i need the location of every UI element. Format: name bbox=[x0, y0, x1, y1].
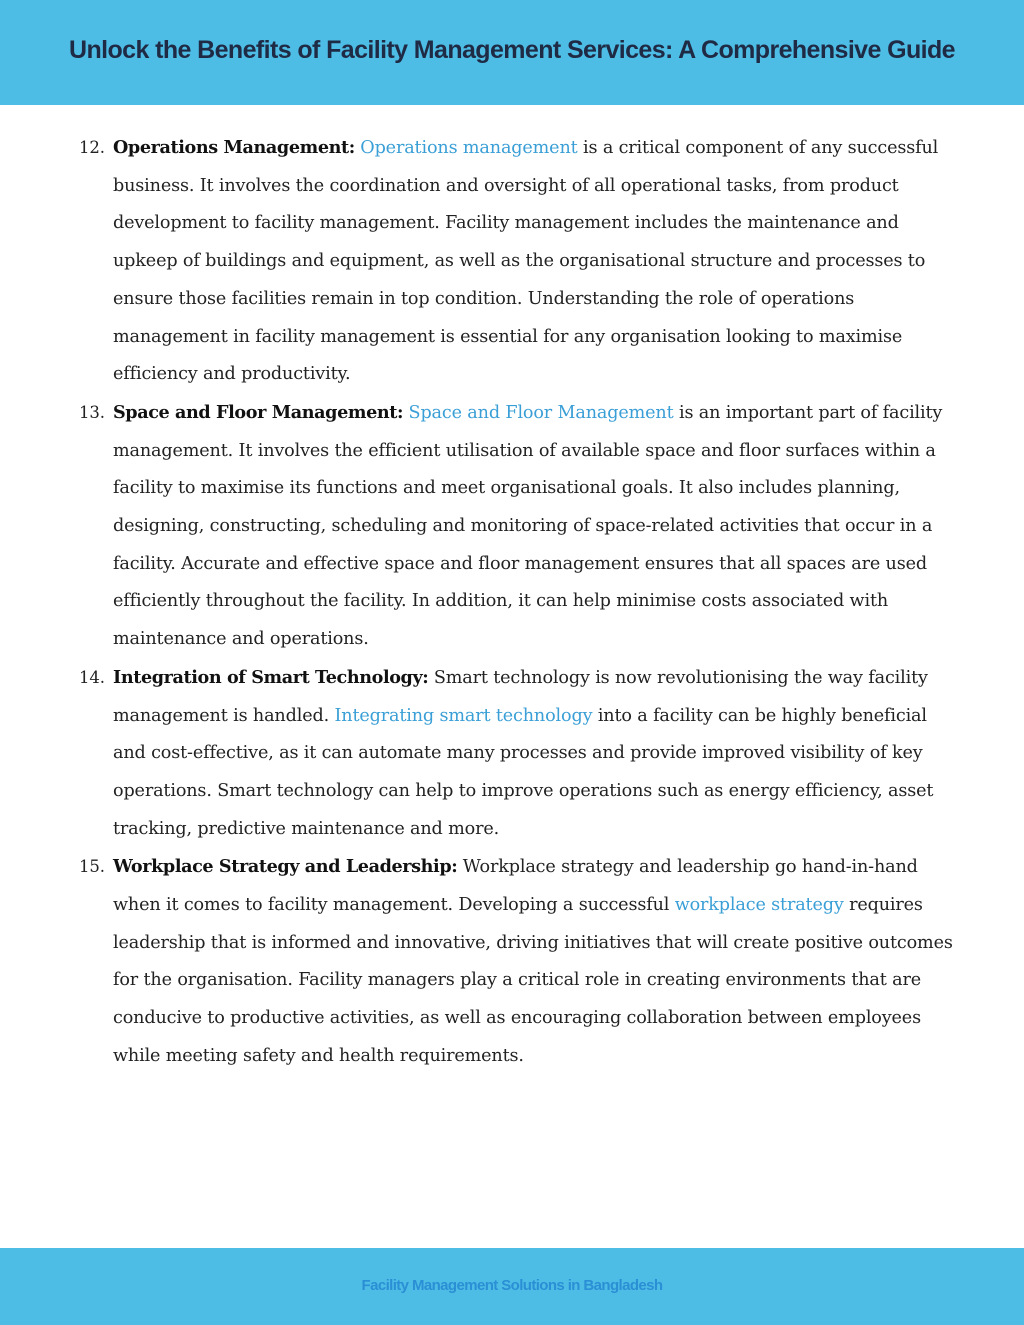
item-number: 12. bbox=[79, 138, 105, 157]
document-title: Unlock the Benefits of Facility Management Services: A Comprehensive Guide bbox=[69, 36, 955, 64]
item-number: 15. bbox=[79, 857, 105, 877]
operations-management-link[interactable]: Operations management bbox=[360, 138, 578, 158]
page-footer bbox=[0, 1248, 1024, 1325]
page-header bbox=[0, 0, 1024, 105]
item-body: requires leadership that is informed and innovative, driving initiatives that will create positive outcomes for the organisation. Facility managers play a critical role in creating environments that are conducive to productive activities, as well as encouraging collaboration between employees while meeting safety and health requirements. bbox=[113, 895, 953, 1066]
item-heading: Operations Management: bbox=[113, 137, 355, 158]
item-number: 14. bbox=[79, 667, 105, 687]
item-body: is an important part of facility management. It involves the efficient utilisation of available space and floor surfaces within a facility to maximise its functions and meet organisational goals. It also includes planning, designing, constructing, scheduling and monitoring of space-related activities that occur in a facility. Accurate and effective space and floor management ensures that all spaces are used efficiently throughout the facility. In addition, it can help minimise costs associated with maintenance and operations. bbox=[113, 402, 943, 650]
item-body: is a critical component of any successful business. It involves the coordination and oversight of all operational tasks, from product development to facility management. Facility management includes the maintenance and upkeep of buildings and equipment, as well as the organisational structure and processes to ensure those facilities remain in top condition. Understanding the role of operations management in facility management is essential for any organisation looking to maximise efficiency and productivity. bbox=[113, 138, 939, 385]
list-item-space-floor-management bbox=[79, 394, 961, 659]
list-item-smart-technology bbox=[79, 659, 961, 849]
item-body: into a facility can be highly beneficial and cost-effective, as it can automate many processes and provide improved visibility of key operations. Smart technology can help to improve operations such as energy efficiency, asset tracking, predictive maintenance and more. bbox=[113, 705, 934, 839]
item-lead-text: Workplace strategy and leadership go hand-in-hand when it comes to facility management. Developing a successful bbox=[113, 857, 918, 916]
item-lead-text: Smart technology is now revolutionising the way facility management is handled. bbox=[113, 667, 928, 726]
item-heading: Space and Floor Management: bbox=[113, 401, 404, 423]
list-item-workplace-strategy bbox=[79, 848, 961, 1075]
list-item-operations-management bbox=[79, 129, 961, 394]
item-heading: Integration of Smart Technology: bbox=[113, 666, 429, 688]
document-body bbox=[0, 129, 1024, 1076]
item-number: 13. bbox=[79, 402, 105, 422]
space-floor-management-link[interactable]: Space and Floor Management bbox=[408, 402, 674, 423]
item-heading: Workplace Strategy and Leadership: bbox=[113, 856, 458, 878]
footer-text: Facility Management Solutions in Bangladesh bbox=[361, 1277, 663, 1294]
integrating-smart-technology-link[interactable]: Integrating smart technology bbox=[334, 705, 593, 726]
workplace-strategy-link[interactable]: workplace strategy bbox=[674, 895, 844, 916]
